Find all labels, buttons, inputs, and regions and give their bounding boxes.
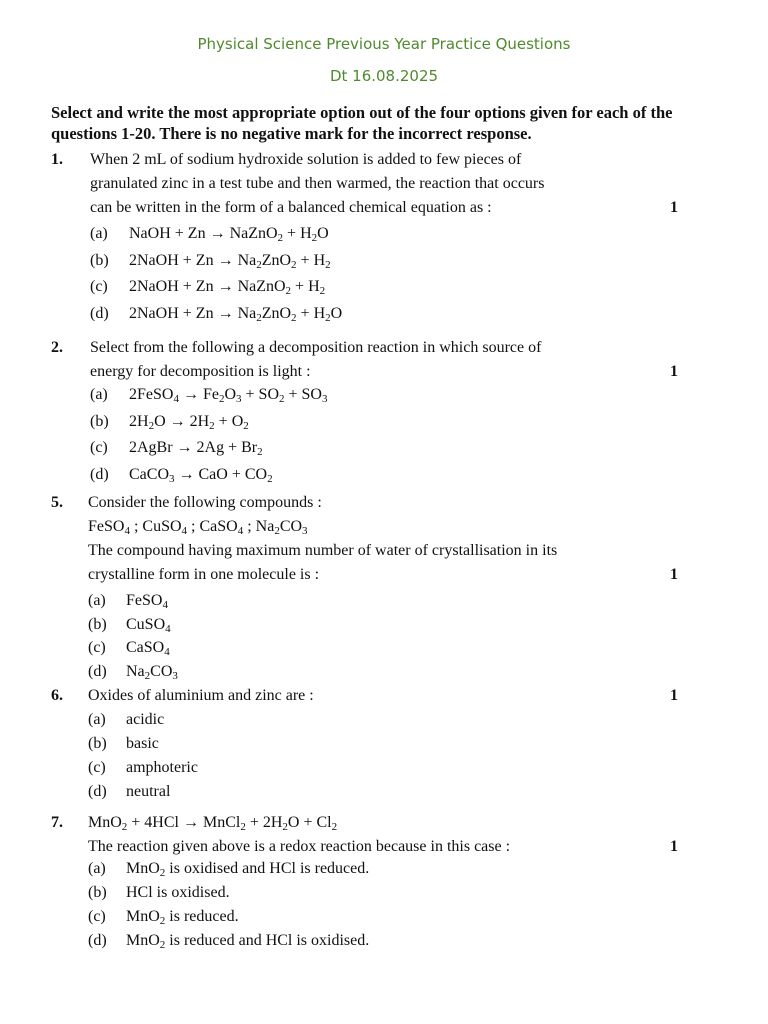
question-text-line: The reaction given above is a redox reaction because in this case : [88, 838, 511, 855]
option-label: (a) [90, 386, 108, 403]
question-text-line: FeSO$_4$ ; CuSO$_4$ ; CaSO$_4$ ; $Na_2CO_3$ [88, 518, 308, 537]
option-label: (a) [88, 711, 106, 728]
option-label: (b) [88, 735, 107, 752]
option-text: amphoteric [126, 759, 198, 776]
option-text: acidic [126, 711, 165, 728]
question-text-line: energy for decomposition is light : [90, 363, 311, 380]
option-text: NaOH + Zn → NaZnO$_2$ + $H_2O$ [129, 225, 329, 244]
option-label: (d) [88, 932, 107, 949]
option-text: basic [126, 735, 159, 752]
option-text: 2NaOH + Zn → NaZnO$_2$ + $H_2$ [129, 278, 326, 297]
option-text: 2NaOH + $Zn \to Na_2ZnO_2 + H_2$ [129, 251, 331, 271]
option-label: (d) [88, 662, 107, 680]
option-label: (c) [88, 908, 106, 925]
question-text-line: Consider the following compounds : [88, 494, 322, 511]
option-label: (c) [90, 439, 108, 456]
question-text-line: When 2 mL of sodium hydroxide solution is added to few pieces of [90, 151, 522, 168]
question-text-line: MnO$_2$ + 4HCl → MnCl$_2$ + $2H_2O + Cl_2$ [88, 814, 338, 833]
option-text: 2NaOH + $Zn \to Na_2ZnO_2 + H_2O$ [129, 304, 343, 324]
option-text: 2AgBr → $2Ag + Br_2$ [129, 439, 263, 458]
question-number: 7. [51, 814, 63, 831]
option-text: MnO$_2$ is reduced and HCl is oxidised. [126, 932, 370, 951]
option-label: (a) [88, 592, 106, 609]
option-label: (d) [90, 465, 109, 483]
question-marks: 1 [670, 838, 678, 855]
option-label: (c) [88, 759, 106, 776]
option-label: (c) [88, 639, 106, 656]
question-text-line: The compound having maximum number of water of crystallisation in its [88, 542, 558, 559]
option-text: HCl is oxidised. [126, 884, 230, 901]
option-text: $Na_2CO_3$ [126, 662, 178, 682]
question-number: 1. [51, 151, 63, 168]
option-label: (a) [88, 860, 106, 877]
option-text: MnO$_2$ is oxidised and HCl is reduced. [126, 860, 370, 879]
question-text-line: can be written in the form of a balanced chemical equation as : [90, 199, 492, 216]
option-text: neutral [126, 783, 171, 800]
option-text: 2FeSO$_4$ → $Fe_2O_3 + SO_2 + SO_3$ [129, 386, 328, 405]
question-text-line: crystalline form in one molecule is : [88, 566, 320, 583]
option-label: (b) [90, 412, 109, 430]
option-text: CaCO$_3$ → CaO + $CO_2$ [129, 465, 273, 485]
question-marks: 1 [670, 363, 678, 380]
option-text: FeSO$_4$ [126, 592, 168, 611]
question-text-line: Select from the following a decomposition reaction in which source of [90, 339, 542, 356]
option-label: (b) [88, 884, 107, 901]
option-label: (d) [88, 783, 107, 800]
option-text: MnO$_2$ is reduced. [126, 908, 239, 927]
page-date: Dt 16.08.2025 [329, 67, 439, 85]
option-text: CaSO$_4$ [126, 639, 170, 658]
question-marks: 1 [670, 687, 678, 704]
question-text-line: Oxides of aluminium and zinc are : [88, 687, 314, 704]
option-text: $2H_2O \to 2H_2 + O_2$ [129, 412, 249, 432]
question-number: 2. [51, 339, 63, 356]
question-marks: 1 [670, 566, 678, 583]
question-text-line: granulated zinc in a test tube and then warmed, the reaction that occurs [90, 175, 545, 192]
option-label: (a) [90, 225, 108, 242]
option-label: (c) [90, 278, 108, 295]
question-marks: 1 [670, 199, 678, 216]
page-title: Physical Science Previous Year Practice Questions [197, 35, 571, 53]
option-label: (b) [90, 251, 109, 269]
instructions: Select and write the most appropriate option out of the four options given for each of the questions 1-20. There is no negative mark for the incorrect response. [51, 103, 673, 143]
question-number: 5. [51, 494, 63, 511]
question-number: 6. [51, 687, 63, 704]
option-text: CuSO$_4$ [126, 615, 171, 635]
option-label: (b) [88, 615, 107, 633]
option-label: (d) [90, 304, 109, 322]
